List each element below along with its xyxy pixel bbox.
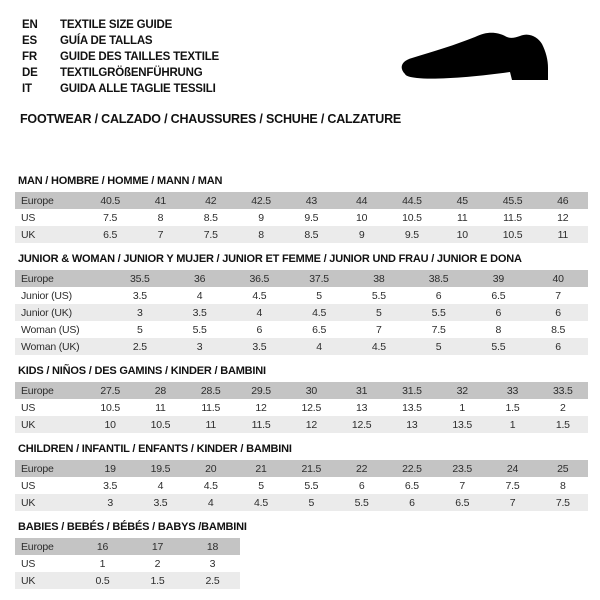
row-label: Europe <box>21 272 54 285</box>
size-cell: 1 <box>509 418 516 431</box>
size-cell: 11.5 <box>251 418 271 431</box>
size-cell: 11 <box>456 211 468 224</box>
size-cell: 36 <box>193 272 206 285</box>
size-cell: 5.5 <box>304 479 319 492</box>
size-cell: 6 <box>435 289 442 302</box>
size-table-section-children <box>15 443 588 511</box>
size-cell: 27.5 <box>100 384 120 397</box>
size-cell: 5 <box>308 496 315 509</box>
size-cell: 5.5 <box>192 323 207 336</box>
size-cell: 3.5 <box>103 479 118 492</box>
size-row-junior-woman-uk- <box>15 338 588 355</box>
language-label: GUIDA ALLE TAGLIE TESSILI <box>60 83 216 95</box>
size-table-junior <box>15 270 588 355</box>
size-cell: 7 <box>509 496 516 509</box>
size-cell: 11 <box>155 401 166 414</box>
size-cell: 46 <box>557 194 569 207</box>
size-cell: 28.5 <box>200 384 221 397</box>
size-cell: 6 <box>358 479 365 492</box>
size-cell: 1.5 <box>505 401 520 414</box>
size-table-children <box>15 460 588 511</box>
size-cell: 1.5 <box>150 574 165 587</box>
size-cell: 2.5 <box>205 574 220 587</box>
table-title-man: MAN / HOMBRE / HOMME / MANN / MAN <box>18 175 223 187</box>
size-cell: 0.5 <box>95 574 110 587</box>
size-cell: 7 <box>555 289 561 302</box>
size-cell: 24 <box>506 462 519 475</box>
row-label: Europe <box>21 384 54 397</box>
table-title-junior: JUNIOR & WOMAN / JUNIOR Y MUJER / JUNIOR ET FEMME / JUNIOR UND FRAU / JUNIOR E DONA <box>18 253 522 265</box>
size-row-junior-woman-us- <box>15 321 588 338</box>
size-cell: 8 <box>560 479 566 492</box>
size-cell: 44.5 <box>402 194 422 207</box>
row-label: Woman (UK) <box>21 340 80 353</box>
size-cell: 1 <box>459 401 466 414</box>
size-cell: 41 <box>154 194 167 207</box>
size-cell: 3.5 <box>132 289 147 302</box>
size-row-man-uk <box>15 226 588 243</box>
size-cell: 4 <box>196 289 203 302</box>
size-row-children-europe <box>15 460 588 477</box>
size-cell: 8.5 <box>304 228 319 241</box>
size-row-babies-europe <box>15 538 240 555</box>
size-cell: 10.5 <box>502 228 523 241</box>
size-cell: 11.5 <box>201 401 221 414</box>
size-row-junior-junior-uk- <box>15 304 588 321</box>
size-cell: 6 <box>256 323 263 336</box>
size-row-babies-us <box>15 555 240 572</box>
size-row-junior-junior-us- <box>15 287 588 304</box>
size-cell: 13 <box>406 418 418 431</box>
size-cell: 4 <box>256 306 263 319</box>
table-title-children: CHILDREN / INFANTIL / ENFANTS / KINDER / BAMBINI <box>18 443 292 455</box>
size-row-junior-europe <box>15 270 588 287</box>
size-row-man-europe <box>15 192 588 209</box>
size-cell: 13.5 <box>402 401 422 414</box>
size-row-babies-uk <box>15 572 240 589</box>
size-cell: 6.5 <box>103 228 118 241</box>
size-cell: 43 <box>305 194 317 207</box>
size-cell: 12 <box>255 401 267 414</box>
size-cell: 1.5 <box>555 418 570 431</box>
size-row-kids-us <box>15 399 588 416</box>
size-cell: 6 <box>555 340 561 353</box>
table-title-babies: BABIES / BEBÉS / BÉBÉS / BABYS /BAMBINI <box>18 521 247 533</box>
size-cell: 31 <box>355 384 368 397</box>
size-cell: 40.5 <box>100 194 120 207</box>
size-cell: 5.5 <box>491 340 506 353</box>
size-cell: 10.5 <box>100 401 120 414</box>
size-cell: 9.5 <box>404 228 419 241</box>
size-cell: 10 <box>456 228 468 241</box>
size-cell: 28 <box>154 384 167 397</box>
size-cell: 36.5 <box>249 272 270 285</box>
size-cell: 22 <box>355 462 368 475</box>
row-label: US <box>21 401 36 414</box>
size-table-section-man <box>15 175 588 243</box>
size-cell: 6.5 <box>491 289 506 302</box>
language-code: FR <box>22 51 37 63</box>
size-cell: 5.5 <box>371 289 386 302</box>
size-cell: 4 <box>157 479 164 492</box>
language-code: EN <box>22 19 38 31</box>
size-cell: 12 <box>557 211 569 224</box>
size-cell: 21.5 <box>301 462 322 475</box>
size-cell: 6.5 <box>312 323 327 336</box>
size-cell: 7 <box>459 479 466 492</box>
row-label: Junior (US) <box>21 289 72 302</box>
row-label: US <box>21 557 36 570</box>
row-label: Europe <box>21 540 54 553</box>
size-cell: 33.5 <box>553 384 573 397</box>
size-cell: 8 <box>258 228 264 241</box>
size-cell: 21 <box>255 462 267 475</box>
size-tables <box>15 175 588 589</box>
size-cell: 7.5 <box>505 479 520 492</box>
size-cell: 4.5 <box>312 306 327 319</box>
size-cell: 45 <box>456 194 468 207</box>
size-cell: 6 <box>495 306 502 319</box>
size-cell: 8 <box>157 211 164 224</box>
size-table-section-babies <box>15 521 588 589</box>
size-cell: 11 <box>557 228 569 241</box>
row-label: UK <box>21 228 36 241</box>
size-row-children-uk <box>15 494 588 511</box>
size-cell: 5.5 <box>354 496 369 509</box>
size-table-section-kids <box>15 365 588 433</box>
size-cell: 9 <box>358 228 365 241</box>
size-cell: 38 <box>373 272 385 285</box>
size-cell: 10.5 <box>402 211 422 224</box>
language-label: GUÍA DE TALLAS <box>60 35 153 47</box>
size-cell: 38.5 <box>428 272 449 285</box>
size-cell: 2 <box>560 401 566 414</box>
language-label: TEXTILGRÖßENFÜHRUNG <box>60 67 203 79</box>
size-cell: 9 <box>258 211 264 224</box>
size-cell: 10 <box>104 418 116 431</box>
size-cell: 7.5 <box>555 496 570 509</box>
size-cell: 22.5 <box>402 462 422 475</box>
size-cell: 23.5 <box>452 462 473 475</box>
size-cell: 31.5 <box>402 384 422 397</box>
row-label: Woman (US) <box>21 323 80 336</box>
size-cell: 8 <box>495 323 502 336</box>
language-code: IT <box>22 83 32 95</box>
size-cell: 7 <box>376 323 382 336</box>
row-label: US <box>21 479 36 492</box>
row-label: Junior (UK) <box>21 306 72 319</box>
size-cell: 5 <box>316 289 322 302</box>
size-row-kids-europe <box>15 382 588 399</box>
size-cell: 20 <box>205 462 217 475</box>
table-title-kids: KIDS / NIÑOS / DES GAMINS / KINDER / BAMBINI <box>18 365 266 377</box>
size-cell: 25 <box>557 462 569 475</box>
size-cell: 4 <box>207 496 214 509</box>
size-cell: 3 <box>209 557 216 570</box>
size-cell: 33 <box>506 384 519 397</box>
size-cell: 11.5 <box>503 211 522 224</box>
size-cell: 2.5 <box>132 340 147 353</box>
size-cell: 39 <box>492 272 505 285</box>
size-cell: 7.5 <box>431 323 446 336</box>
size-cell: 12.5 <box>351 418 372 431</box>
size-cell: 3.5 <box>252 340 267 353</box>
size-table-babies <box>15 538 240 589</box>
size-cell: 3 <box>137 306 143 319</box>
size-row-kids-uk <box>15 416 588 433</box>
size-cell: 10 <box>355 211 368 224</box>
row-label: Europe <box>21 462 54 475</box>
size-cell: 4 <box>316 340 322 353</box>
size-cell: 5 <box>258 479 264 492</box>
size-cell: 32 <box>456 384 468 397</box>
size-cell: 4.5 <box>254 496 269 509</box>
size-table-section-junior <box>15 253 588 355</box>
size-cell: 4.5 <box>371 340 386 353</box>
size-cell: 12 <box>305 418 317 431</box>
size-cell: 16 <box>96 540 109 553</box>
size-cell: 11 <box>205 418 216 431</box>
language-label: GUIDE DES TAILLES TEXTILE <box>60 51 219 63</box>
size-cell: 40 <box>552 272 564 285</box>
size-cell: 2 <box>154 557 161 570</box>
size-cell: 35.5 <box>130 272 150 285</box>
size-cell: 8.5 <box>551 323 566 336</box>
size-cell: 6 <box>555 306 561 319</box>
size-table-man <box>15 192 588 243</box>
size-cell: 42.5 <box>251 194 271 207</box>
size-cell: 3 <box>107 496 113 509</box>
size-cell: 13.5 <box>452 418 473 431</box>
size-cell: 29.5 <box>251 384 271 397</box>
category-heading: FOOTWEAR / CALZADO / CHAUSSURES / SCHUHE / CALZATURE <box>20 112 402 126</box>
size-cell: 19.5 <box>150 462 171 475</box>
size-cell: 18 <box>206 540 219 553</box>
size-cell: 6.5 <box>404 479 419 492</box>
shoe-icon <box>395 30 567 96</box>
size-cell: 17 <box>151 540 164 553</box>
row-label: UK <box>21 418 36 431</box>
size-cell: 6.5 <box>455 496 470 509</box>
size-cell: 3.5 <box>153 496 168 509</box>
size-table-kids <box>15 382 588 433</box>
size-cell: 3.5 <box>192 306 207 319</box>
size-row-man-us <box>15 209 588 226</box>
size-cell: 30 <box>305 384 317 397</box>
size-cell: 45.5 <box>502 194 523 207</box>
size-cell: 5 <box>435 340 442 353</box>
size-row-children-us <box>15 477 588 494</box>
size-cell: 6 <box>409 496 415 509</box>
size-cell: 8.5 <box>203 211 218 224</box>
size-cell: 19 <box>104 462 116 475</box>
size-cell: 44 <box>355 194 368 207</box>
row-label: UK <box>21 496 36 509</box>
row-label: UK <box>21 574 36 587</box>
size-cell: 7.5 <box>103 211 118 224</box>
size-cell: 1 <box>99 557 106 570</box>
size-cell: 5 <box>137 323 143 336</box>
size-cell: 12.5 <box>301 401 322 414</box>
size-cell: 4.5 <box>203 479 218 492</box>
size-cell: 3 <box>196 340 203 353</box>
size-cell: 7.5 <box>203 228 218 241</box>
row-label: US <box>21 211 36 224</box>
size-cell: 5.5 <box>431 306 446 319</box>
size-cell: 13 <box>355 401 368 414</box>
language-code: DE <box>22 67 38 79</box>
size-cell: 5 <box>376 306 382 319</box>
size-cell: 37.5 <box>309 272 329 285</box>
size-cell: 4.5 <box>252 289 267 302</box>
size-cell: 10.5 <box>150 418 171 431</box>
language-label: TEXTILE SIZE GUIDE <box>60 19 173 31</box>
size-cell: 42 <box>205 194 217 207</box>
size-cell: 7 <box>157 228 164 241</box>
language-code: ES <box>22 35 37 47</box>
size-cell: 9.5 <box>304 211 319 224</box>
row-label: Europe <box>21 194 54 207</box>
